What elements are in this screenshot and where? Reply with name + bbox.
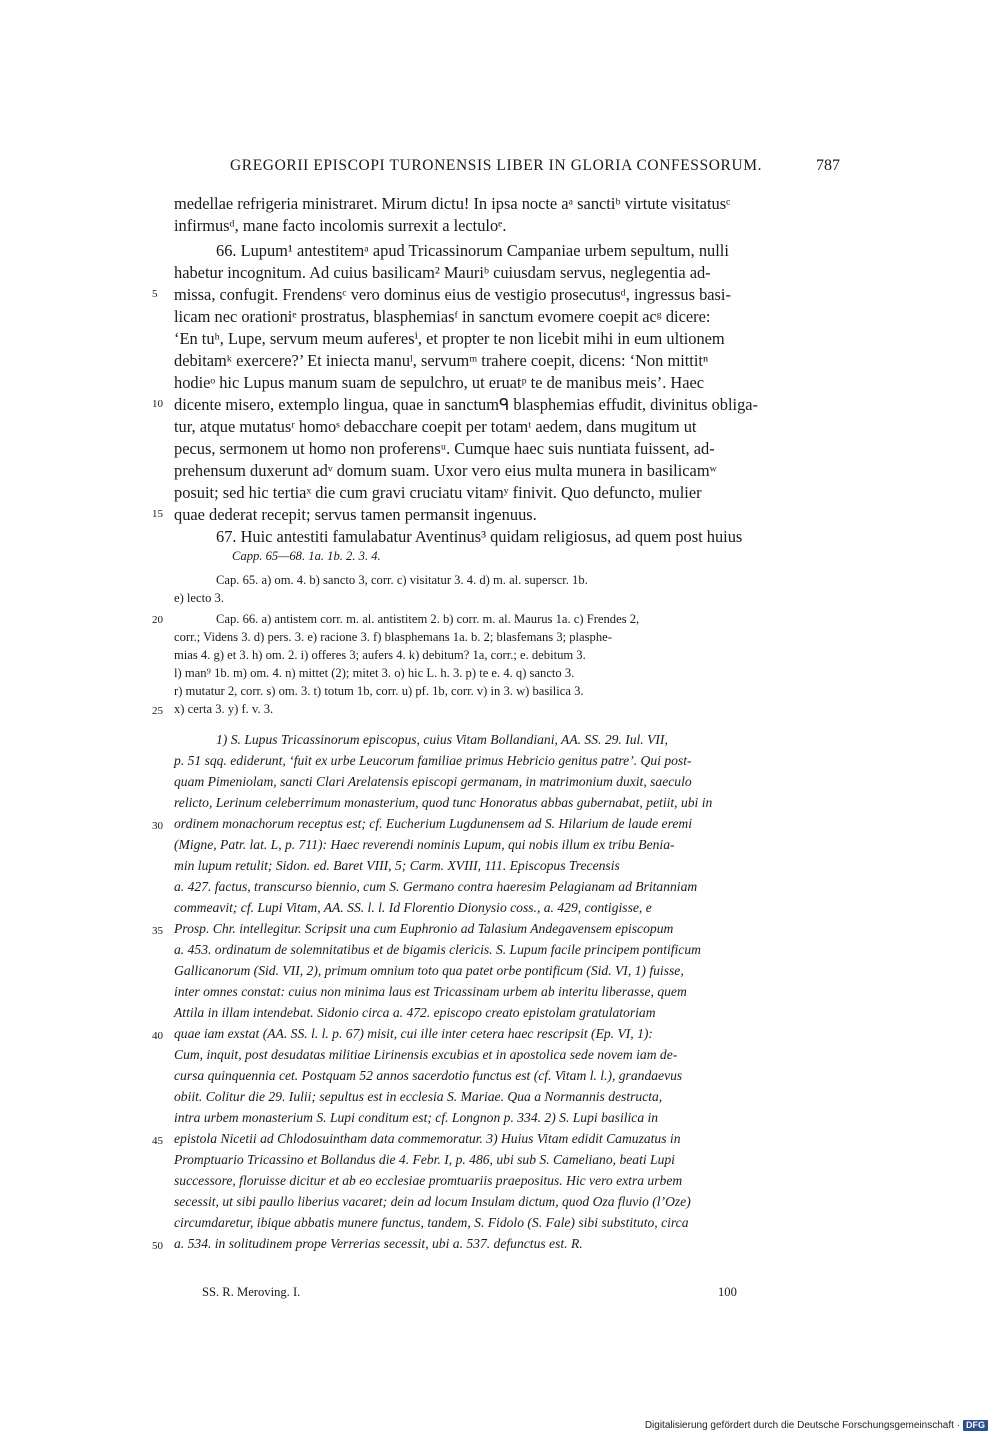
note-line: ordinem monachorum receptus est; cf. Eucherium Lugdunensem ad S. Hilarium de laude eremi [174,816,692,831]
note-line: commeavit; cf. Lupi Vitam, AA. SS. l. l. Id Florentio Dionysio coss., a. 429, contigisse, e [174,900,652,915]
text-line: posuit; sed hic tertiaˣ die cum gravi cruciatu vitamʸ finivit. Quo defuncto, mulier [174,483,702,502]
text-line: medellae refrigeria ministraret. Mirum dictu! In ipsa nocte aᵃ sanctiᵇ virtute visitatusᶜ [174,194,731,213]
apparatus-line: mias 4. g) et 3. h) om. 2. i) offeres 3; aufers 4. k) debitum? 1a, corr.; e. debitum 3. [174,648,586,662]
note-line: quam Pimeniolam, sancti Clari Arelatensis episcopi germanam, in matrimonium duxit, saeculo [174,774,692,789]
apparatus-line: x) certa 3. y) f. v. 3. [174,702,274,716]
text-line: infirmusᵈ, mane facto incolomis surrexit a lectuloᵉ. [174,216,507,235]
text-line: dicente misero, extemplo lingua, quae in sanctumᑫ blasphemias effudit, divinitus obliga- [174,395,758,414]
note-line: cursa quinquennia cet. Postquam 52 annos sacerdotio functus est (cf. Vitam l. l.), grandaevus [174,1068,683,1083]
note-line: obiit. Colitur die 29. Iulii; sepultus est in ecclesia S. Mariae. Qua a Normannis destructa, [174,1089,663,1104]
line-number: 40 [152,1030,163,1042]
text-line: habetur incognitum. Ad cuius basilicam² Mauriᵇ cuiusdam servus, neglegentia ad- [174,263,711,282]
digitization-credit [645,1419,988,1431]
running-title: GREGORII EPISCOPI TURONENSIS LIBER IN GLORIA CONFESSORUM. [230,157,763,174]
note-line: successore, floruisse dicitur et ab eo ecclesiae promtuariis praepositus. Hic vero extra urbem [174,1173,683,1188]
note-line: a. 427. factus, transcurso biennio, cum S. Germano contra haeresim Pelagianam ad Britanniam [174,879,698,894]
running-header [230,157,840,179]
note-line: a. 453. ordinatum de solemnitatibus et de bigamis clericis. S. Lupum facile principem pontificum [174,942,701,957]
line-number: 10 [152,398,163,410]
line-number: 25 [152,705,163,717]
text-line: licam nec orationiᵉ prostratus, blasphemiasᶠ in sanctum evomere coepit acᵍ dicere: [174,307,711,326]
line-number: 5 [152,288,158,300]
text-line: tur, atque mutatusʳ homoˢ debacchare coepit per totamᵗ aedem, dans mugitum ut [174,417,697,436]
apparatus-line: Capp. 65—68. 1a. 1b. 2. 3. 4. [232,549,381,563]
note-line: circumdaretur, ibique abbatis munere functus, tandem, S. Fidolo (S. Fale) sibi substituto, circa [174,1215,689,1230]
note-line: relicto, Lerinum celeberrimum monasterium, quod tunc Honoratus abbas gubernabat, petiit, ubi in [174,795,713,810]
line-number: 45 [152,1135,163,1147]
note-line: intra urbem monasterium S. Lupi conditum est; cf. Longnon p. 334. 2) S. Lupi basilica in [174,1110,659,1125]
page-number: 787 [816,157,840,174]
line-number: 50 [152,1240,163,1252]
note-line: min lupum retulit; Sidon. ed. Baret VIII, 5; Carm. XVIII, 111. Episcopus Trecensis [174,858,620,873]
text-line: prehensum duxerunt adᵛ domum suam. Uxor vero eius multa munera in basilicamʷ [174,461,717,480]
note-line: epistola Nicetii ad Chlodosuintham data commemoratur. 3) Huius Vitam edidit Camuzatus in [174,1131,681,1146]
note-line: inter omnes constat: cuius non minima laus est Tricassinam urbem ab interitu liberasse, quem [174,984,687,999]
note-line: Gallicanorum (Sid. VII, 2), primum omnium toto qua patet orbe pontificum (Sid. VI, 1) fuisse, [174,963,684,978]
note-line: Attila in illam intendebat. Sidonio circa a. 472. episcopo creato epistolam gratulatoriam [174,1005,656,1020]
note-line: Cum, inquit, post desudatas militiae Lirinensis excubias et in apostolica sede novem iam de- [174,1047,678,1062]
note-line: p. 51 sqq. ediderunt, ‘fuit ex urbe Leucorum familiae primus Hebricio genitus patre’. Qui post- [174,753,692,768]
sheet-number: 100 [718,1285,737,1299]
note-line: Promptuario Tricassino et Bollandus die 4. Febr. I, p. 486, ubi sub S. Cameliano, beati Lupi [174,1152,675,1167]
note-line: a. 534. in solitudinem prope Verrerias secessit, ubi a. 537. defunctus est. R. [174,1236,583,1251]
apparatus-line: l) man⁹ 1b. m) om. 4. n) mittet (2); mitet 3. o) hic L. h. 3. p) te e. 4. q) sancto 3. [174,666,575,680]
text-line: missa, confugit. Frendensᶜ vero dominus eius de vestigio prosecutusᵈ, ingressus basi- [174,285,731,304]
note-line: 1) S. Lupus Tricassinorum episcopus, cuius Vitam Bollandiani, AA. SS. 29. Iul. VII, [216,732,668,747]
text-line: pecus, sermonem ut homo non proferensᵘ. Cumque haec suis nuntiata fuissent, ad- [174,439,715,458]
note-line: (Migne, Patr. lat. L, p. 711): Haec reverendi nominis Lupum, qui nobis illum ex tribu Benia- [174,837,675,852]
apparatus-line: Cap. 66. a) antistem corr. m. al. antistitem 2. b) corr. m. al. Maurus 1a. c) Frendes 2, [216,612,640,626]
note-line: Prosp. Chr. intellegitur. Scripsit una cum Euphronio ad Talasium Andegavensem episcopum [174,921,674,936]
text-line: 67. Huic antestiti famulabatur Aventinus³ quidam religiosus, ad quem post huius [216,527,743,546]
text-line: debitamᵏ exercere?’ Et iniecta manuˡ, servumᵐ trahere coepit, dicens: ‘Non mittitⁿ [174,351,709,370]
line-number: 35 [152,925,163,937]
text-line: ‘En tuʰ, Lupe, servum meum auferesⁱ, et propter te non licebit mihi in eum ultionem [174,329,725,348]
note-line: secessit, ut sibi paullo liberius vacaret; dein ad locum Insulam dictum, quod Oza fluvio (l’Oze) [174,1194,691,1209]
line-number: 20 [152,614,163,626]
note-line: quae iam exstat (AA. SS. l. l. p. 67) misit, cui ille inter cetera haec rescripsit (Ep. VI, 1): [174,1026,653,1041]
text-line: 66. Lupum¹ antestitemᵃ apud Tricassinorum Campaniae urbem sepultum, nulli [216,241,729,260]
dfg-logo-icon: DFG [963,1420,988,1431]
line-number: 15 [152,508,163,520]
apparatus-line: corr.; Videns 3. d) pers. 3. e) racione 3. f) blasphemans 1a. b. 2; blasfemans 3; plasphe- [174,630,612,644]
line-number: 30 [152,820,163,832]
text-line: quae dederat recepit; servus tamen permansit ingenuus. [174,505,537,524]
credit-text: Digitalisierung gefördert durch die Deutsche Forschungsgemeinschaft · [644,1419,960,1431]
text-line: hodieᵒ hic Lupus manum suam de sepulchro, ut eruatᵖ te de manibus meis’. Haec [174,373,705,392]
apparatus-line: r) mutatur 2, corr. s) om. 3. t) totum 1b, corr. u) pf. 1b, corr. v) in 3. w) basilica 3. [174,684,584,698]
apparatus-line: e) lecto 3. [174,591,224,605]
apparatus-line: Cap. 65. a) om. 4. b) sancto 3, corr. c) visitatur 3. 4. d) m. al. superscr. 1b. [216,573,588,587]
signature-mark: SS. R. Meroving. I. [202,1285,301,1299]
